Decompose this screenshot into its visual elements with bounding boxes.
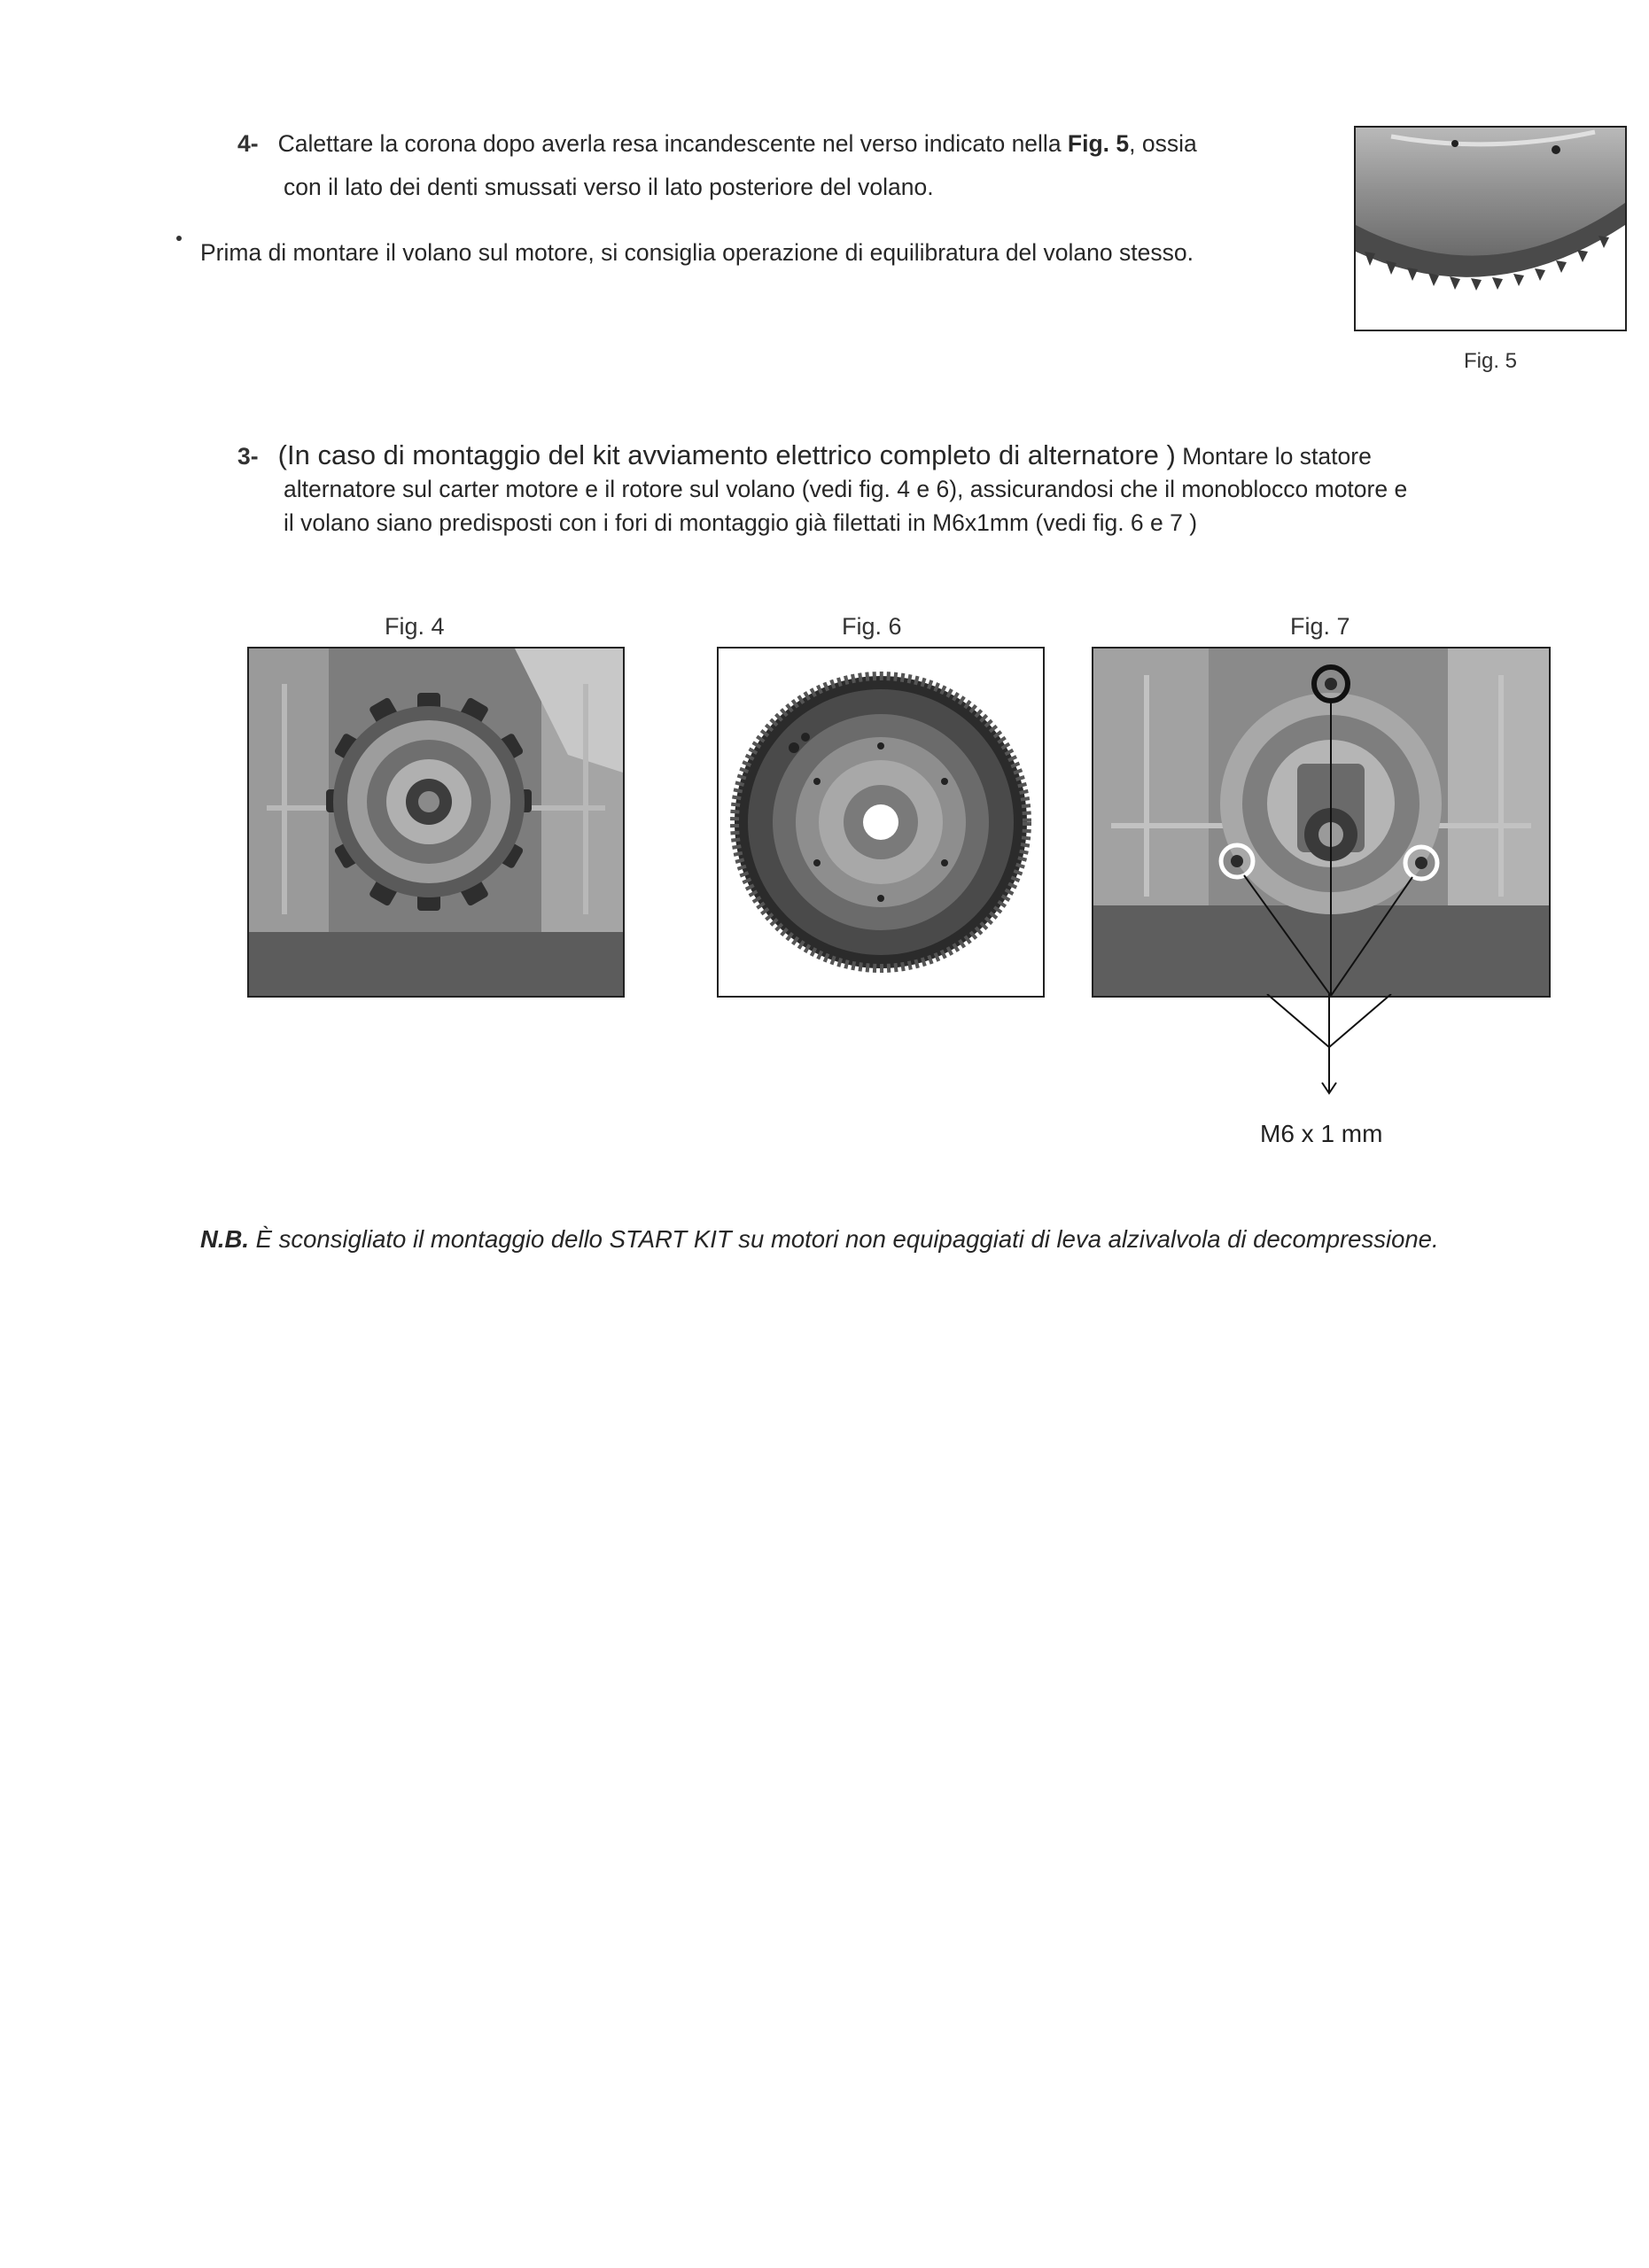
fig5-photo bbox=[1354, 126, 1627, 331]
fig6-photo bbox=[717, 647, 1045, 998]
step3-number: 3- bbox=[237, 443, 259, 470]
fig4-caption: Fig. 4 bbox=[385, 613, 445, 640]
step3-line1 bbox=[237, 439, 1372, 473]
crankcase-threaded-holes-image bbox=[1093, 649, 1549, 996]
flywheel-image bbox=[719, 649, 1043, 996]
step3-line2: alternatore sul carter motore e il rotore sul volano (vedi fig. 4 e 6), assicurandosi che il monoblocco motore e bbox=[284, 476, 1408, 502]
fig7-callout-label: M6 x 1 mm bbox=[1260, 1120, 1383, 1147]
step4-line1 bbox=[237, 127, 1197, 160]
nb-label: N.B. bbox=[200, 1225, 249, 1253]
stator-on-crankcase-image bbox=[249, 649, 623, 996]
flywheel-ring-gear-image bbox=[1356, 128, 1625, 330]
step3-text-b: Montare lo statore bbox=[1175, 443, 1372, 470]
step4-text-b: , ossia bbox=[1129, 130, 1197, 157]
step4-text-a: Calettare la corona dopo averla resa incandescente nel verso indicato nella bbox=[277, 130, 1068, 157]
nb-text: È sconsigliato il montaggio dello START KIT su motori non equipaggiati di leva alzivalvola di decompressione. bbox=[249, 1225, 1439, 1253]
step4-number: 4- bbox=[237, 130, 259, 157]
fig7-photo bbox=[1092, 647, 1551, 998]
note-balance: Prima di montare il volano sul motore, si consiglia operazione di equilibratura del volano stesso. bbox=[200, 239, 1194, 266]
step4-fig-ref: Fig. 5 bbox=[1067, 130, 1130, 157]
fig7-caption: Fig. 7 bbox=[1290, 613, 1350, 640]
fig5-caption: Fig. 5 bbox=[1464, 349, 1518, 373]
fig4-photo bbox=[247, 647, 625, 998]
step3-line3: il volano siano predisposti con i fori di montaggio già filettati in M6x1mm (vedi fig. 6 e 7 ) bbox=[284, 509, 1198, 536]
fig6-caption: Fig. 6 bbox=[842, 613, 902, 640]
fig7-leader-arrow bbox=[1241, 994, 1418, 1118]
step3-paren-text: (In caso di montaggio del kit avviamento elettrico completo di alternatore ) bbox=[277, 439, 1176, 470]
nb-note bbox=[200, 1225, 1439, 1254]
step4-line2: con il lato dei denti smussati verso il lato posteriore del volano. bbox=[284, 174, 934, 200]
bullet-dot bbox=[176, 236, 182, 241]
